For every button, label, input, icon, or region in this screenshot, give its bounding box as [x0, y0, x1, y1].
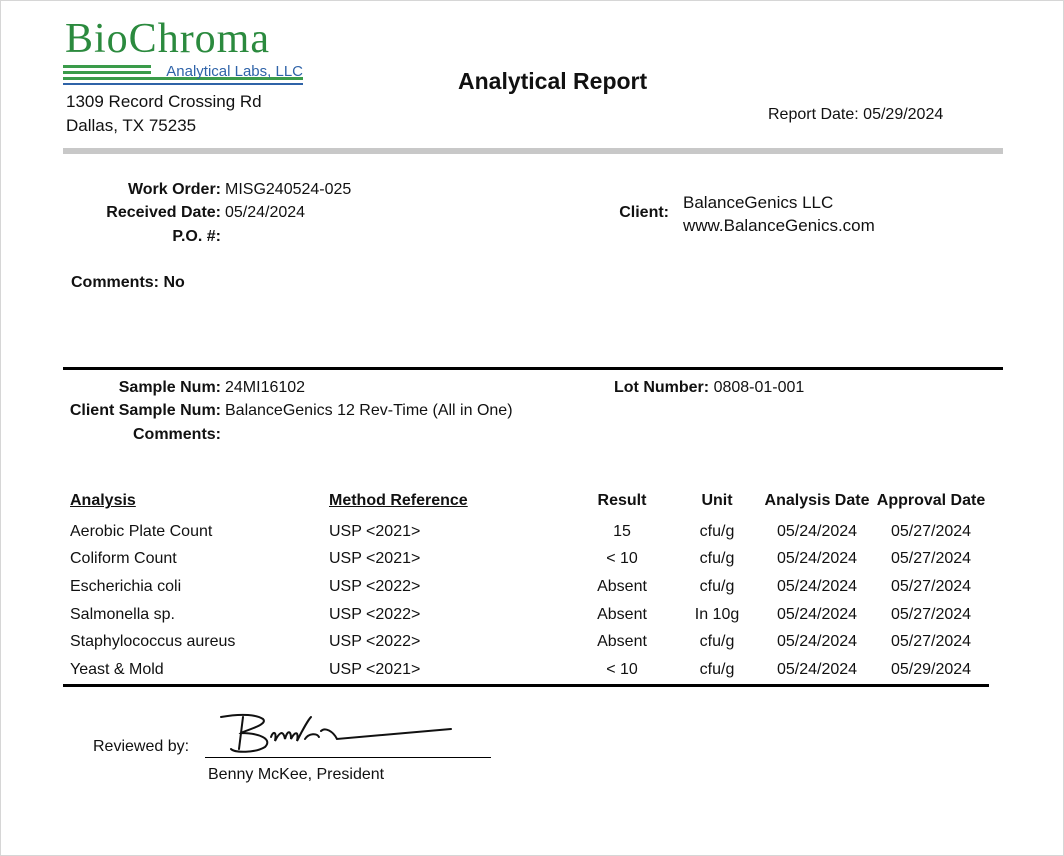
cell-approval-date: 05/27/2024: [890, 523, 972, 540]
cell-method: USP <2022>: [329, 578, 421, 595]
logo-stripe: [63, 71, 151, 74]
cell-method: USP <2022>: [329, 606, 421, 623]
col-header-unit: Unit: [701, 492, 733, 509]
cell-analysis-date: 05/24/2024: [776, 523, 858, 540]
cell-analysis: Coliform Count: [70, 550, 177, 567]
received-date-label: Received Date:: [106, 204, 221, 221]
cell-method: USP <2022>: [329, 633, 421, 650]
order-comments: [71, 273, 185, 293]
cell-analysis: Salmonella sp.: [70, 606, 175, 623]
report-title: Analytical Report: [458, 68, 648, 94]
logo-subtitle: Analytical Labs, LLC: [166, 63, 303, 80]
cell-analysis-date: 05/24/2024: [776, 578, 858, 595]
cell-method: USP <2021>: [329, 523, 421, 540]
order-comments-label: Comments:: [71, 274, 160, 291]
cell-unit: cfu/g: [699, 661, 735, 678]
col-header-approval-date: Approval Date: [876, 492, 986, 509]
received-date-value: 05/24/2024: [225, 204, 306, 221]
col-header-analysis: Analysis: [70, 492, 136, 509]
address-line-1: 1309 Record Crossing Rd: [66, 92, 262, 111]
logo-stripe: [63, 83, 303, 85]
sample-divider: [63, 367, 1003, 370]
cell-approval-date: 05/29/2024: [890, 661, 972, 678]
lot-number-label: Lot Number:: [614, 379, 710, 396]
cell-unit: In 10g: [694, 606, 740, 623]
col-header-result: Result: [597, 492, 647, 509]
logo-wordmark: BioChroma: [65, 16, 270, 62]
cell-approval-date: 05/27/2024: [890, 550, 972, 567]
cell-analysis-date: 05/24/2024: [776, 661, 858, 678]
cell-analysis-date: 05/24/2024: [776, 606, 858, 623]
report-date: [768, 105, 943, 125]
sample-comments-label: Comments:: [132, 426, 221, 443]
lot-number: [614, 378, 804, 398]
signature-image: [213, 709, 463, 757]
logo-stripe: [63, 65, 151, 68]
reviewed-by-label: Reviewed by:: [93, 738, 190, 755]
client-label: Client:: [619, 204, 669, 221]
cell-analysis: Escherichia coli: [70, 578, 182, 595]
report-date-value: 05/29/2024: [863, 106, 944, 123]
col-header-analysis-date: Analysis Date: [764, 492, 870, 509]
cell-result: Absent: [597, 578, 647, 595]
lot-number-value: 0808-01-001: [713, 379, 805, 396]
report-date-label: Report Date:: [768, 106, 859, 123]
cell-result: < 10: [606, 661, 638, 678]
cell-analysis: Staphylococcus aureus: [70, 633, 236, 650]
cell-unit: cfu/g: [699, 523, 735, 540]
cell-result: < 10: [606, 550, 638, 567]
cell-method: USP <2021>: [329, 661, 421, 678]
work-order-label: Work Order:: [127, 181, 221, 198]
sample-num-value: 24MI16102: [225, 379, 306, 396]
order-comments-value: No: [163, 274, 185, 291]
reviewer-name: Benny McKee, President: [208, 766, 385, 783]
cell-result: Absent: [597, 606, 647, 623]
cell-analysis-date: 05/24/2024: [776, 550, 858, 567]
cell-approval-date: 05/27/2024: [890, 578, 972, 595]
client-sample-num-value: BalanceGenics 12 Rev-Time (All in One): [225, 402, 513, 419]
cell-unit: cfu/g: [699, 633, 735, 650]
signature-line: [205, 757, 491, 758]
cell-analysis: Yeast & Mold: [70, 661, 164, 678]
client-sample-num-label: Client Sample Num:: [69, 402, 221, 419]
po-label: P.O. #:: [172, 228, 221, 245]
work-order-value: MISG240524-025: [225, 181, 352, 198]
col-header-method: Method Reference: [329, 492, 468, 509]
cell-approval-date: 05/27/2024: [890, 633, 972, 650]
cell-result: Absent: [597, 633, 647, 650]
client-name: BalanceGenics LLC: [683, 193, 834, 212]
cell-analysis: Aerobic Plate Count: [70, 523, 213, 540]
cell-analysis-date: 05/24/2024: [776, 633, 858, 650]
header-divider: [63, 148, 1003, 154]
cell-result: 15: [613, 523, 631, 540]
cell-unit: cfu/g: [699, 550, 735, 567]
cell-unit: cfu/g: [699, 578, 735, 595]
sample-num-label: Sample Num:: [118, 379, 221, 396]
cell-method: USP <2021>: [329, 550, 421, 567]
address-line-2: Dallas, TX 75235: [66, 116, 197, 135]
cell-approval-date: 05/27/2024: [890, 606, 972, 623]
client-website: www.BalanceGenics.com: [683, 216, 875, 235]
company-logo: [63, 15, 305, 89]
results-bottom-rule: [63, 684, 989, 687]
